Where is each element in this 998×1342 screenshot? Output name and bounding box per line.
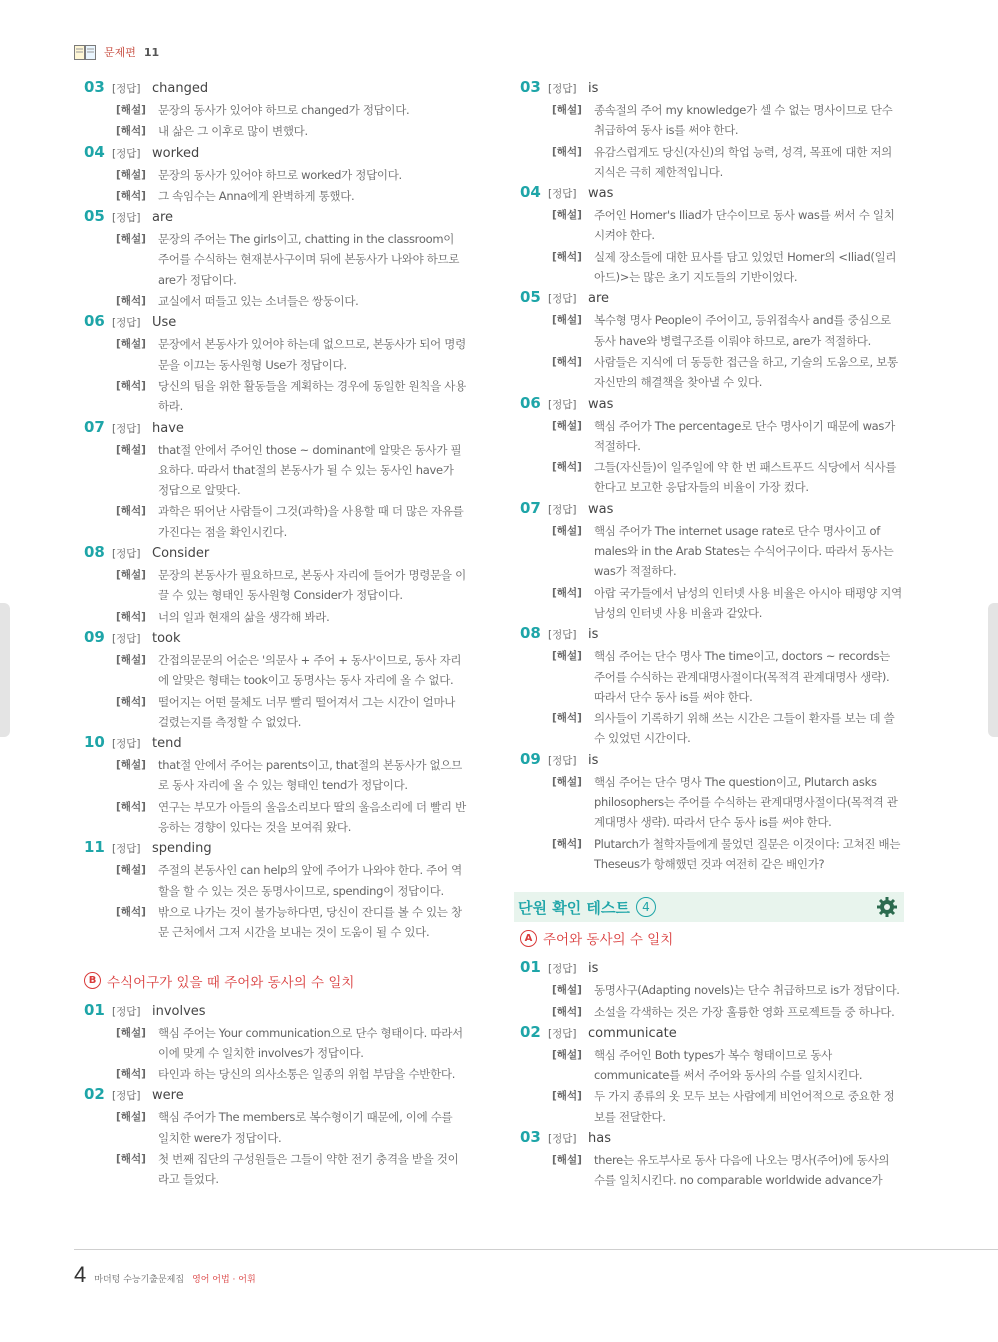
explanation-row — [84, 334, 466, 375]
page-footer — [74, 1262, 256, 1288]
explanation-text: 타인과 하는 당신의 의사소통은 일종의 위험 부담을 수반한다. — [158, 1067, 456, 1082]
answer-line — [84, 418, 466, 440]
explanation-text: 문장의 동사가 있어야 하므로 worked가 정답이다. — [158, 167, 402, 182]
answer-item — [84, 733, 466, 837]
answer-text: changed — [152, 81, 209, 96]
answer-item — [520, 958, 902, 1022]
explanation-tag: [해석] — [116, 295, 146, 308]
explanation-row — [84, 501, 466, 542]
explanation-row — [84, 229, 466, 290]
answer-tag: [정답] — [548, 398, 577, 411]
answer-text: took — [152, 630, 181, 646]
explanation-row — [520, 1150, 902, 1191]
explanation-tag: [해석] — [552, 1090, 582, 1103]
explanation-row — [84, 1023, 466, 1064]
gear-icon — [876, 896, 898, 918]
answer-item — [84, 543, 466, 627]
explanation-tag: [해석] — [116, 379, 146, 392]
answer-line — [520, 394, 902, 416]
answer-tag: [정답] — [112, 548, 141, 561]
answer-item — [84, 143, 466, 207]
section-b-answer-list — [84, 1001, 466, 1190]
answer-item — [520, 499, 902, 623]
answer-tag: [정답] — [112, 738, 141, 751]
explanation-text: 주어인 Homer's Iliad가 단수이므로 동사 was를 써서 수 일치시켜야 한다. — [594, 208, 895, 243]
section-b-heading — [84, 971, 466, 991]
explanation-text: 핵심 주어인 Both types가 복수 형태이므로 동사 communicate를 써서 주어와 동사의 수를 일치시킨다. — [594, 1047, 863, 1083]
question-number: 08 — [84, 543, 105, 562]
explanation-text: 내 삶은 그 이후로 많이 변했다. — [158, 124, 308, 139]
answer-line — [84, 312, 466, 334]
section-a-title: 주어와 동사의 수 일치 — [543, 932, 674, 949]
answer-item — [84, 628, 466, 732]
answer-text: involves — [152, 1003, 206, 1019]
explanation-text: 유감스럽게도 당신(자신)의 학업 능력, 성격, 목표에 대한 저의 지식은 극히 제한적입니다. — [594, 144, 892, 179]
section-b-title: 수식어구가 있을 때 주어와 동사의 수 일치 — [107, 974, 355, 991]
explanation-text: 의사들이 기록하기 위해 쓰는 시간은 그들이 환자를 보는 데 쓸 수 있었던 시간이다. — [594, 711, 895, 746]
explanation-row — [520, 1002, 902, 1022]
explanation-text: 그들(자신들)이 일주일에 약 한 번 패스트푸드 식당에서 식사를 한다고 보고한 응답자들의 비율이 가장 컸다. — [594, 460, 897, 495]
explanation-tag: [해석] — [116, 905, 146, 918]
answer-text: Consider — [152, 546, 210, 562]
question-number: 01 — [520, 958, 541, 977]
explanation-text: 소설을 각색하는 것은 가장 훌륭한 영화 프로젝트들 중 하나다. — [594, 1004, 895, 1019]
explanation-row — [520, 247, 902, 288]
answer-text: is — [588, 81, 599, 96]
footer-subject: 영어 어법 · 어휘 — [192, 1275, 256, 1285]
answer-text: are — [588, 291, 610, 307]
right-column — [520, 78, 902, 1192]
explanation-row — [84, 1107, 466, 1148]
question-number: 02 — [520, 1022, 541, 1041]
answer-text: was — [588, 396, 614, 412]
book-icon — [74, 45, 96, 60]
question-number: 03 — [520, 78, 541, 96]
explanation-tag: [해설] — [116, 759, 146, 772]
header-label: 문제편 — [104, 46, 136, 59]
question-number: 03 — [84, 78, 105, 96]
explanation-tag: [해설] — [552, 314, 582, 327]
answer-text: has — [588, 1130, 611, 1146]
question-number: 07 — [84, 417, 105, 436]
explanation-tag: [해설] — [116, 1111, 146, 1124]
answer-item — [520, 288, 902, 392]
explanation-text: 문장에서 본동사가 있어야 하는데 없으므로, 본동사가 되어 명령문을 이끄는 동사원형 Use가 정답이다. — [158, 337, 466, 372]
answer-tag: [정답] — [112, 422, 141, 435]
explanation-text: 핵심 주어는 Your communication으로 단수 형태이다. 따라서 이에 맞게 수 일치한 involves가 정답이다. — [158, 1025, 463, 1060]
answer-line — [520, 183, 902, 205]
unit-test-number: 4 — [636, 897, 656, 917]
answer-text: was — [588, 501, 614, 517]
answer-text: communicate — [588, 1025, 677, 1041]
question-number: 11 — [84, 838, 105, 857]
explanation-text: 떨어지는 어떤 물체도 너무 빨리 떨어져서 그는 시간이 얼마나 걸렸는지를 측정할 수 없었다. — [158, 694, 456, 729]
answer-tag: [정답] — [112, 212, 141, 225]
explanation-row — [84, 902, 466, 943]
explanation-tag: [해설] — [552, 984, 582, 997]
explanation-tag: [해석] — [552, 586, 582, 599]
answer-text: tend — [152, 736, 182, 752]
answer-item — [84, 1085, 466, 1189]
answer-item — [520, 183, 902, 287]
explanation-row — [520, 646, 902, 707]
page-header — [74, 44, 159, 60]
answer-item — [520, 78, 902, 182]
answer-line — [520, 78, 902, 100]
question-number: 02 — [84, 1085, 105, 1104]
answer-line — [520, 1023, 902, 1045]
unit-test-banner — [514, 892, 904, 922]
explanation-row — [520, 834, 902, 875]
explanation-text: that절 안에서 주어는 parents이고, that절의 본동사가 없으므로 동사 자리에 올 수 있는 형태인 tend가 정답이다. — [158, 758, 462, 793]
answer-line — [84, 1001, 466, 1023]
explanation-text: 핵심 주어가 The internet usage rate로 단수 명사이고 of males와 in the Arab States는 수식어구이다. 따라서 동사는 was가 적절하다. — [594, 523, 894, 579]
answer-tag: [정답] — [112, 843, 141, 856]
explanation-row — [520, 708, 902, 749]
explanation-text: 핵심 주어가 The percentage로 단수 명사이기 때문에 was가 적절하다. — [594, 418, 895, 453]
answer-item — [84, 418, 466, 542]
answer-text: have — [152, 420, 184, 436]
explanation-row — [84, 100, 466, 120]
question-number: 07 — [520, 498, 541, 517]
question-number: 01 — [84, 1000, 105, 1019]
explanation-row — [84, 291, 466, 311]
question-number: 05 — [520, 288, 541, 307]
explanation-tag: [해설] — [552, 650, 582, 663]
answer-line — [84, 207, 466, 229]
answer-item — [84, 78, 466, 142]
answer-line — [520, 499, 902, 521]
explanation-text: 사람들은 지식에 더 동등한 접근을 하고, 기술의 도움으로, 보통 자신만의 해결책을 찾아낼 수 있다. — [594, 354, 898, 390]
explanation-tag: [해석] — [116, 189, 146, 202]
answer-text: are — [152, 210, 174, 226]
question-number: 04 — [520, 183, 541, 202]
explanation-row — [520, 772, 902, 833]
answer-text: spending — [152, 841, 212, 857]
explanation-text: 연구는 부모가 아들의 울음소리보다 딸의 울음소리에 더 빨리 반응하는 경향이 있다는 것을 보여줘 왔다. — [158, 799, 466, 835]
explanation-text: 문장의 본동사가 필요하므로, 본동사 자리에 들어가 명령문을 이끌 수 있는 형태인 동사원형 Consider가 정답이다. — [158, 568, 466, 603]
explanation-row — [84, 1149, 466, 1190]
answer-line — [84, 1085, 466, 1107]
explanation-text: 당신의 팀을 위한 활동들을 계획하는 경우에 동일한 원칙을 사용하라. — [158, 378, 466, 414]
answer-tag: [정답] — [548, 963, 577, 976]
answer-text: is — [588, 627, 599, 643]
explanation-text: 과학은 뛰어난 사람들이 그것(과학)을 사용할 때 더 많은 자유를 가진다는 점을 확인시킨다. — [158, 504, 464, 539]
answer-item — [84, 207, 466, 311]
explanation-tag: [해설] — [116, 569, 146, 582]
question-number: 06 — [84, 312, 105, 331]
answer-item — [84, 1001, 466, 1085]
answer-tag: [정답] — [112, 1090, 141, 1103]
explanation-text: 그 속임수는 Anna에게 완벽하게 통했다. — [158, 188, 355, 203]
left-answer-list — [84, 78, 466, 943]
answer-tag: [정답] — [548, 754, 577, 767]
answer-tag: [정답] — [112, 147, 141, 160]
answer-tag: [정답] — [548, 629, 577, 642]
explanation-row — [520, 1086, 902, 1127]
explanation-tag: [해석] — [552, 145, 582, 158]
explanation-text: 복수형 명사 People이 주어이고, 등위접속사 and를 중심으로 동사 have와 병렬구조를 이뤄야 하므로, are가 적절하다. — [594, 313, 891, 348]
explanation-text: 문장의 동사가 있어야 하므로 changed가 정답이다. — [158, 103, 410, 117]
explanation-text: 두 가지 종류의 옷 모두 보는 사람에게 비언어적으로 중요한 정보를 전달한다. — [594, 1089, 895, 1124]
question-number: 09 — [84, 627, 105, 646]
left-side-tab — [0, 603, 10, 737]
explanation-tag: [해석] — [116, 610, 146, 623]
question-number: 10 — [84, 733, 105, 752]
answer-tag: [정답] — [112, 317, 141, 330]
footer-divider — [74, 1249, 998, 1250]
footer-page-number: 4 — [74, 1262, 87, 1287]
explanation-tag: [해설] — [552, 1048, 582, 1061]
explanation-row — [520, 980, 902, 1000]
explanation-tag: [해설] — [552, 1153, 582, 1166]
explanation-text: 아랍 국가들에서 남성의 인터넷 사용 비율은 아시아 태평양 지역 남성의 인터넷 사용 비율과 같았다. — [594, 585, 902, 620]
explanation-tag: [해석] — [552, 355, 582, 368]
explanation-tag: [해설] — [552, 104, 582, 116]
answer-tag: [정답] — [548, 188, 577, 201]
answer-text: worked — [152, 145, 200, 161]
answer-line — [84, 143, 466, 165]
question-number: 08 — [520, 624, 541, 643]
explanation-text: 핵심 주어는 단수 명사 The time이고, doctors ~ records는 주어를 수식하는 관계대명사절이다(목적격 관계대명사 생략). 따라서 단수 동사 is를 써야 한다. — [594, 649, 890, 704]
explanation-tag: [해설] — [116, 1026, 146, 1039]
explanation-text: 교실에서 떠들고 있는 소녀들은 쌍둥이다. — [158, 294, 359, 309]
explanation-tag: [해석] — [552, 461, 582, 474]
explanation-text: 주절의 본동사인 can help의 앞에 주어가 나와야 한다. 주어 역할을 할 수 있는 것은 동명사이므로, spending이 정답이다. — [158, 863, 462, 898]
explanation-text: 핵심 주어는 단수 명사 The question이고, Plutarch asks philosophers는 주어를 수식하는 관계대명사절이다(목적격 관계대명사 생략). 따라서 단수 동사 is를 써야 한다. — [594, 774, 898, 830]
answer-item — [520, 1023, 902, 1127]
explanation-tag: [해설] — [116, 338, 146, 351]
explanation-text: 동명사구(Adapting novels)는 단수 취급하므로 is가 정답이다. — [594, 983, 900, 998]
answer-line — [84, 628, 466, 650]
explanation-tag: [해석] — [116, 505, 146, 518]
answer-text: was — [588, 186, 614, 202]
footer-book-title: 마더텅 수능기출문제집 — [94, 1275, 185, 1285]
explanation-tag: [해설] — [552, 209, 582, 222]
answer-line — [84, 78, 466, 100]
explanation-text: there는 유도부사로 동사 다음에 나오는 명사(주어)에 동사의 수를 일치시킨다. no comparable worldwide advance가 — [594, 1152, 890, 1188]
explanation-text: 너의 일과 현재의 삶을 생각해 봐라. — [158, 609, 330, 624]
answer-line — [520, 624, 902, 646]
explanation-row — [84, 755, 466, 796]
answer-line — [84, 733, 466, 755]
answer-tag: [정답] — [548, 503, 577, 516]
explanation-row — [84, 565, 466, 606]
explanation-row — [520, 142, 902, 183]
explanation-text: 문장의 주어는 The girls이고, chatting in the classroom이 주어를 수식하는 현재분사구이며 뒤에 본동사가 나와야 하므로 are가 정답이다. — [158, 232, 460, 287]
answer-tag: [정답] — [548, 1027, 577, 1040]
explanation-text: 첫 번째 집단의 구성원들은 그들이 약한 전기 충격을 받을 것이라고 들었다. — [158, 1151, 459, 1187]
explanation-row — [520, 205, 902, 246]
explanation-row — [84, 440, 466, 501]
explanation-text: 간접의문문의 어순은 '의문사 + 주어 + 동사'이므로, 동사 자리에 알맞은 형태는 took이고 동명사는 동사 자리에 올 수 없다. — [158, 652, 462, 688]
unit-test-title: 단원 확인 테스트 — [518, 898, 630, 917]
answer-tag: [정답] — [548, 293, 577, 306]
answer-tag: [정답] — [112, 1005, 141, 1018]
section-a-heading — [520, 928, 902, 948]
explanation-row — [84, 165, 466, 185]
explanation-tag: [해설] — [552, 524, 582, 537]
question-number: 04 — [84, 142, 105, 161]
explanation-row — [84, 650, 466, 691]
answer-text: were — [152, 1088, 184, 1104]
answer-line — [84, 838, 466, 860]
explanation-tag: [해설] — [552, 419, 582, 432]
answer-line — [520, 958, 902, 980]
explanation-row — [84, 607, 466, 627]
explanation-tag: [해설] — [116, 104, 146, 116]
explanation-tag: [해석] — [552, 712, 582, 725]
header-page: 11 — [143, 45, 160, 59]
explanation-row — [520, 100, 902, 141]
answer-tag: [정답] — [548, 83, 577, 95]
explanation-tag: [해석] — [116, 125, 146, 138]
answer-line — [520, 750, 902, 772]
answer-tag: [정답] — [548, 1132, 577, 1145]
explanation-row — [84, 121, 466, 141]
answer-line — [520, 1128, 902, 1150]
explanation-row — [84, 186, 466, 206]
explanation-row — [520, 416, 902, 457]
explanation-row — [84, 1064, 466, 1084]
left-column — [84, 78, 466, 1191]
explanation-text: Plutarch가 철학자들에게 물었던 질문은 이것이다: 고쳐진 배는 Theseus가 항해했던 것과 여전히 같은 배인가? — [594, 836, 901, 871]
explanation-text: 실제 장소들에 대한 묘사를 담고 있었던 Homer의 <Iliad(일리아드)>는 많은 초기 지도들의 기반이었다. — [594, 249, 897, 285]
explanation-row — [520, 457, 902, 498]
section-b-letter: B — [84, 972, 101, 989]
answer-text: Use — [152, 315, 177, 331]
question-number: 05 — [84, 207, 105, 226]
explanation-row — [84, 376, 466, 417]
explanation-tag: [해석] — [552, 1005, 582, 1018]
explanation-tag: [해설] — [116, 443, 146, 456]
answer-line — [84, 543, 466, 565]
explanation-tag: [해설] — [552, 775, 582, 788]
right-side-tab — [988, 603, 998, 737]
explanation-tag: [해설] — [116, 168, 146, 181]
section-a-letter: A — [520, 930, 537, 947]
explanation-tag: [해석] — [116, 800, 146, 813]
explanation-text: 밖으로 나가는 것이 불가능하다면, 당신이 잔디를 볼 수 있는 창문 근처에서 그저 시간을 보내는 것이 도움이 될 수 있다. — [158, 904, 462, 940]
explanation-tag: [해석] — [116, 1068, 146, 1081]
answer-item — [520, 750, 902, 874]
answer-item — [520, 394, 902, 498]
explanation-tag: [해석] — [552, 250, 582, 263]
answer-text: is — [588, 961, 599, 977]
question-number: 06 — [520, 393, 541, 412]
explanation-tag: [해설] — [116, 653, 146, 666]
explanation-tag: [해설] — [116, 233, 146, 246]
explanation-row — [520, 521, 902, 582]
question-number: 09 — [520, 749, 541, 768]
answer-item — [84, 312, 466, 416]
answer-item — [84, 838, 466, 942]
explanation-tag: [해설] — [116, 864, 146, 877]
explanation-row — [84, 797, 466, 838]
explanation-row — [84, 692, 466, 733]
explanation-row — [520, 352, 902, 393]
explanation-tag: [해석] — [552, 837, 582, 850]
answer-text: is — [588, 752, 599, 768]
explanation-row — [84, 860, 466, 901]
explanation-text: 종속절의 주어 my knowledge가 셀 수 없는 명사이므로 단수 취급하여 동사 is를 써야 한다. — [594, 103, 893, 138]
explanation-text: 핵심 주어가 The members로 복수형이기 때문에, 이에 수를 일치한 were가 정답이다. — [158, 1110, 453, 1145]
explanation-row — [520, 1045, 902, 1086]
explanation-row — [520, 310, 902, 351]
answer-line — [520, 288, 902, 310]
explanation-tag: [해석] — [116, 695, 146, 708]
explanation-text: that절 안에서 주어인 those ~ dominant에 알맞은 동사가 필요하다. 따라서 that절의 본동사가 될 수 있는 동사인 have가 정답으로 알맞다. — [158, 442, 462, 498]
right-answer-list — [520, 78, 902, 874]
answer-item — [520, 1128, 902, 1191]
answer-item — [520, 624, 902, 748]
answer-tag: [정답] — [112, 632, 141, 645]
question-number: 03 — [520, 1127, 541, 1146]
answer-tag: [정답] — [112, 83, 141, 95]
explanation-row — [520, 583, 902, 624]
section-a-answer-list — [520, 958, 902, 1190]
explanation-tag: [해석] — [116, 1152, 146, 1165]
